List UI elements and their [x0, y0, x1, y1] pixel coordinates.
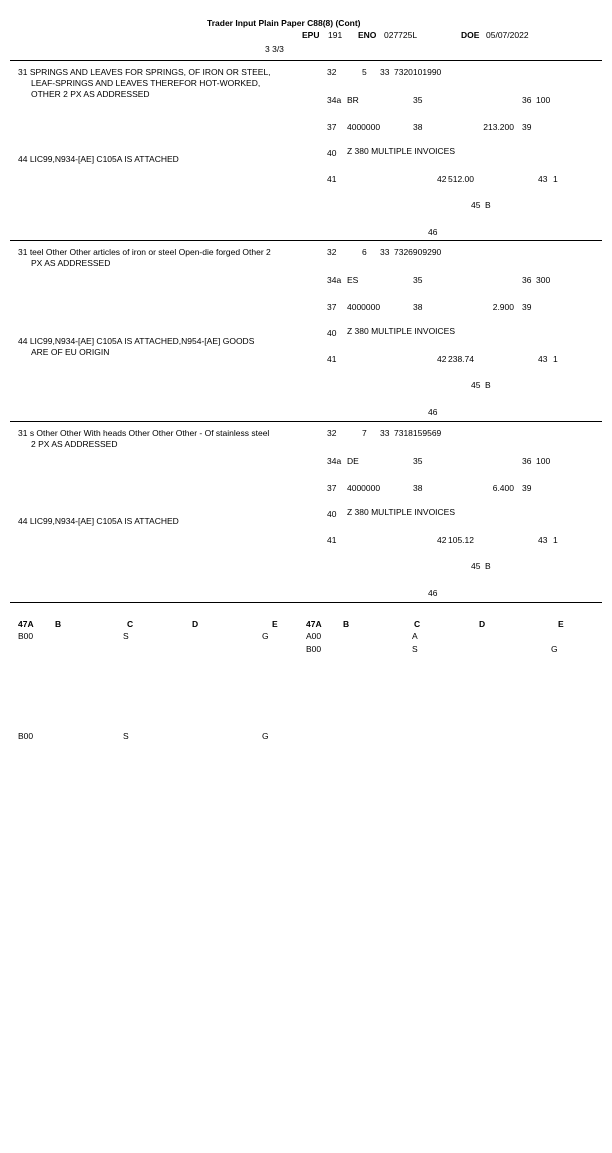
box-32-label: 32 — [327, 247, 337, 257]
box-43-label: 43 — [538, 174, 548, 184]
box-38-label: 38 — [413, 483, 423, 493]
box-46-label: 46 — [428, 588, 438, 598]
tax-type: B00 — [18, 731, 34, 741]
box-47a-header: 47A — [18, 619, 34, 629]
page-number: 3 3/3 — [265, 44, 284, 54]
box-35-label: 35 — [413, 275, 423, 285]
epu-label: EPU — [302, 30, 320, 40]
tax-amount: S — [123, 631, 129, 641]
box-47-col-d: D — [192, 619, 199, 629]
box-36-value: 100 — [536, 456, 551, 466]
origin-country: ES — [347, 275, 359, 285]
box-37-label: 37 — [327, 483, 337, 493]
commodity-code: 7320101990 — [394, 67, 442, 77]
box-47a-header: 47A — [306, 619, 322, 629]
item-description: PX AS ADDRESSED — [31, 258, 111, 268]
box-43-label: 43 — [538, 354, 548, 364]
item-licence: 44 LIC99,N934-[AE] C105A IS ATTACHED — [18, 516, 179, 526]
box-35-label: 35 — [413, 95, 423, 105]
item-number: 7 — [362, 428, 367, 438]
box-41-label: 41 — [327, 174, 337, 184]
item-block — [0, 361, 612, 1153]
box-39-label: 39 — [522, 122, 532, 132]
box-38-label: 38 — [413, 302, 423, 312]
tax-amount: A — [412, 631, 418, 641]
form-title: Trader Input Plain Paper C88(8) (Cont) — [207, 18, 361, 28]
item-description: 31 teel Other Other articles of iron or steel Open-die forged Other 2 — [18, 247, 271, 257]
doe-value: 05/07/2022 — [486, 30, 529, 40]
box-42-label: 42 — [437, 174, 447, 184]
item-price: 512.00 — [448, 174, 474, 184]
item-licence: 44 LIC99,N934-[AE] C105A IS ATTACHED,N954-[AE] GOODS — [18, 336, 255, 346]
box-37-label: 37 — [327, 122, 337, 132]
box-43-value: 1 — [553, 354, 558, 364]
box-36-label: 36 — [522, 95, 532, 105]
box-34a-label: 34a — [327, 456, 342, 466]
box-45-label: 45 — [471, 200, 481, 210]
origin-country: BR — [347, 95, 359, 105]
box-39-label: 39 — [522, 302, 532, 312]
divider — [10, 602, 602, 603]
box-46-label: 46 — [428, 227, 438, 237]
box-39-label: 39 — [522, 483, 532, 493]
box-47-col-c: C — [127, 619, 134, 629]
box-34a-label: 34a — [327, 275, 342, 285]
box-47-col-d: D — [479, 619, 486, 629]
epu-value: 191 — [328, 30, 343, 40]
box-40-label: 40 — [327, 328, 337, 338]
box-35-label: 35 — [413, 456, 423, 466]
net-mass: 2.900 — [492, 302, 514, 312]
commodity-code: 7326909290 — [394, 247, 442, 257]
commodity-code: 7318159569 — [394, 428, 442, 438]
box-40-label: 40 — [327, 509, 337, 519]
box-43-label: 43 — [538, 535, 548, 545]
item-description: LEAF-SPRINGS AND LEAVES THEREFOR HOT-WORKED, — [31, 78, 261, 88]
box-47-col-e: E — [272, 619, 278, 629]
item-description: OTHER 2 PX AS ADDRESSED — [31, 89, 150, 99]
box-45-value: B — [485, 561, 491, 571]
box-45-label: 45 — [471, 380, 481, 390]
cpc-value: 4000000 — [347, 122, 381, 132]
box-33-label: 33 — [380, 67, 390, 77]
box-47-col-c: C — [414, 619, 421, 629]
box-41-label: 41 — [327, 354, 337, 364]
item-description: 2 PX AS ADDRESSED — [31, 439, 118, 449]
cpc-value: 4000000 — [347, 302, 381, 312]
eno-value: 027725L — [384, 30, 418, 40]
box-36-value: 100 — [536, 95, 551, 105]
eno-label: ENO — [358, 30, 377, 40]
tax-type: A00 — [306, 631, 322, 641]
box-45-value: B — [485, 200, 491, 210]
box-45-label: 45 — [471, 561, 481, 571]
box-47-col-b: B — [343, 619, 350, 629]
box-34a-label: 34a — [327, 95, 342, 105]
item-price: 105.12 — [448, 535, 474, 545]
tax-amount: S — [123, 731, 129, 741]
item-description: 31 s Other Other With heads Other Other Other - Of stainless steel — [18, 428, 270, 438]
previous-document: Z 380 MULTIPLE INVOICES — [347, 326, 456, 336]
box-47-col-b: B — [55, 619, 62, 629]
doe-label: DOE — [461, 30, 480, 40]
box-43-value: 1 — [553, 174, 558, 184]
box-32-label: 32 — [327, 67, 337, 77]
tax-type: B00 — [306, 644, 322, 654]
box-38-label: 38 — [413, 122, 423, 132]
item-licence: ARE OF EU ORIGIN — [31, 347, 110, 357]
origin-country: DE — [347, 456, 359, 466]
box-42-label: 42 — [437, 535, 447, 545]
box-46-label: 46 — [428, 407, 438, 417]
tax-mop: G — [262, 631, 269, 641]
box-37-label: 37 — [327, 302, 337, 312]
box-36-label: 36 — [522, 275, 532, 285]
tax-mop: G — [262, 731, 269, 741]
item-licence: 44 LIC99,N934-[AE] C105A IS ATTACHED — [18, 154, 179, 164]
net-mass: 6.400 — [492, 483, 514, 493]
tax-mop: G — [551, 644, 558, 654]
item-number: 5 — [362, 67, 367, 77]
box-32-label: 32 — [327, 428, 337, 438]
cpc-value: 4000000 — [347, 483, 381, 493]
box-47-col-e: E — [558, 619, 564, 629]
previous-document: Z 380 MULTIPLE INVOICES — [347, 146, 456, 156]
box-45-value: B — [485, 380, 491, 390]
item-price: 238.74 — [448, 354, 474, 364]
box-43-value: 1 — [553, 535, 558, 545]
box-33-label: 33 — [380, 428, 390, 438]
tax-type: B00 — [18, 631, 34, 641]
box-36-value: 300 — [536, 275, 551, 285]
previous-document: Z 380 MULTIPLE INVOICES — [347, 507, 456, 517]
box-36-label: 36 — [522, 456, 532, 466]
tax-amount: S — [412, 644, 418, 654]
box-42-label: 42 — [437, 354, 447, 364]
box-40-label: 40 — [327, 148, 337, 158]
item-number: 6 — [362, 247, 367, 257]
box-41-label: 41 — [327, 535, 337, 545]
item-description: 31 SPRINGS AND LEAVES FOR SPRINGS, OF IRON OR STEEL, — [18, 67, 271, 77]
net-mass: 213.200 — [483, 122, 514, 132]
box-33-label: 33 — [380, 247, 390, 257]
